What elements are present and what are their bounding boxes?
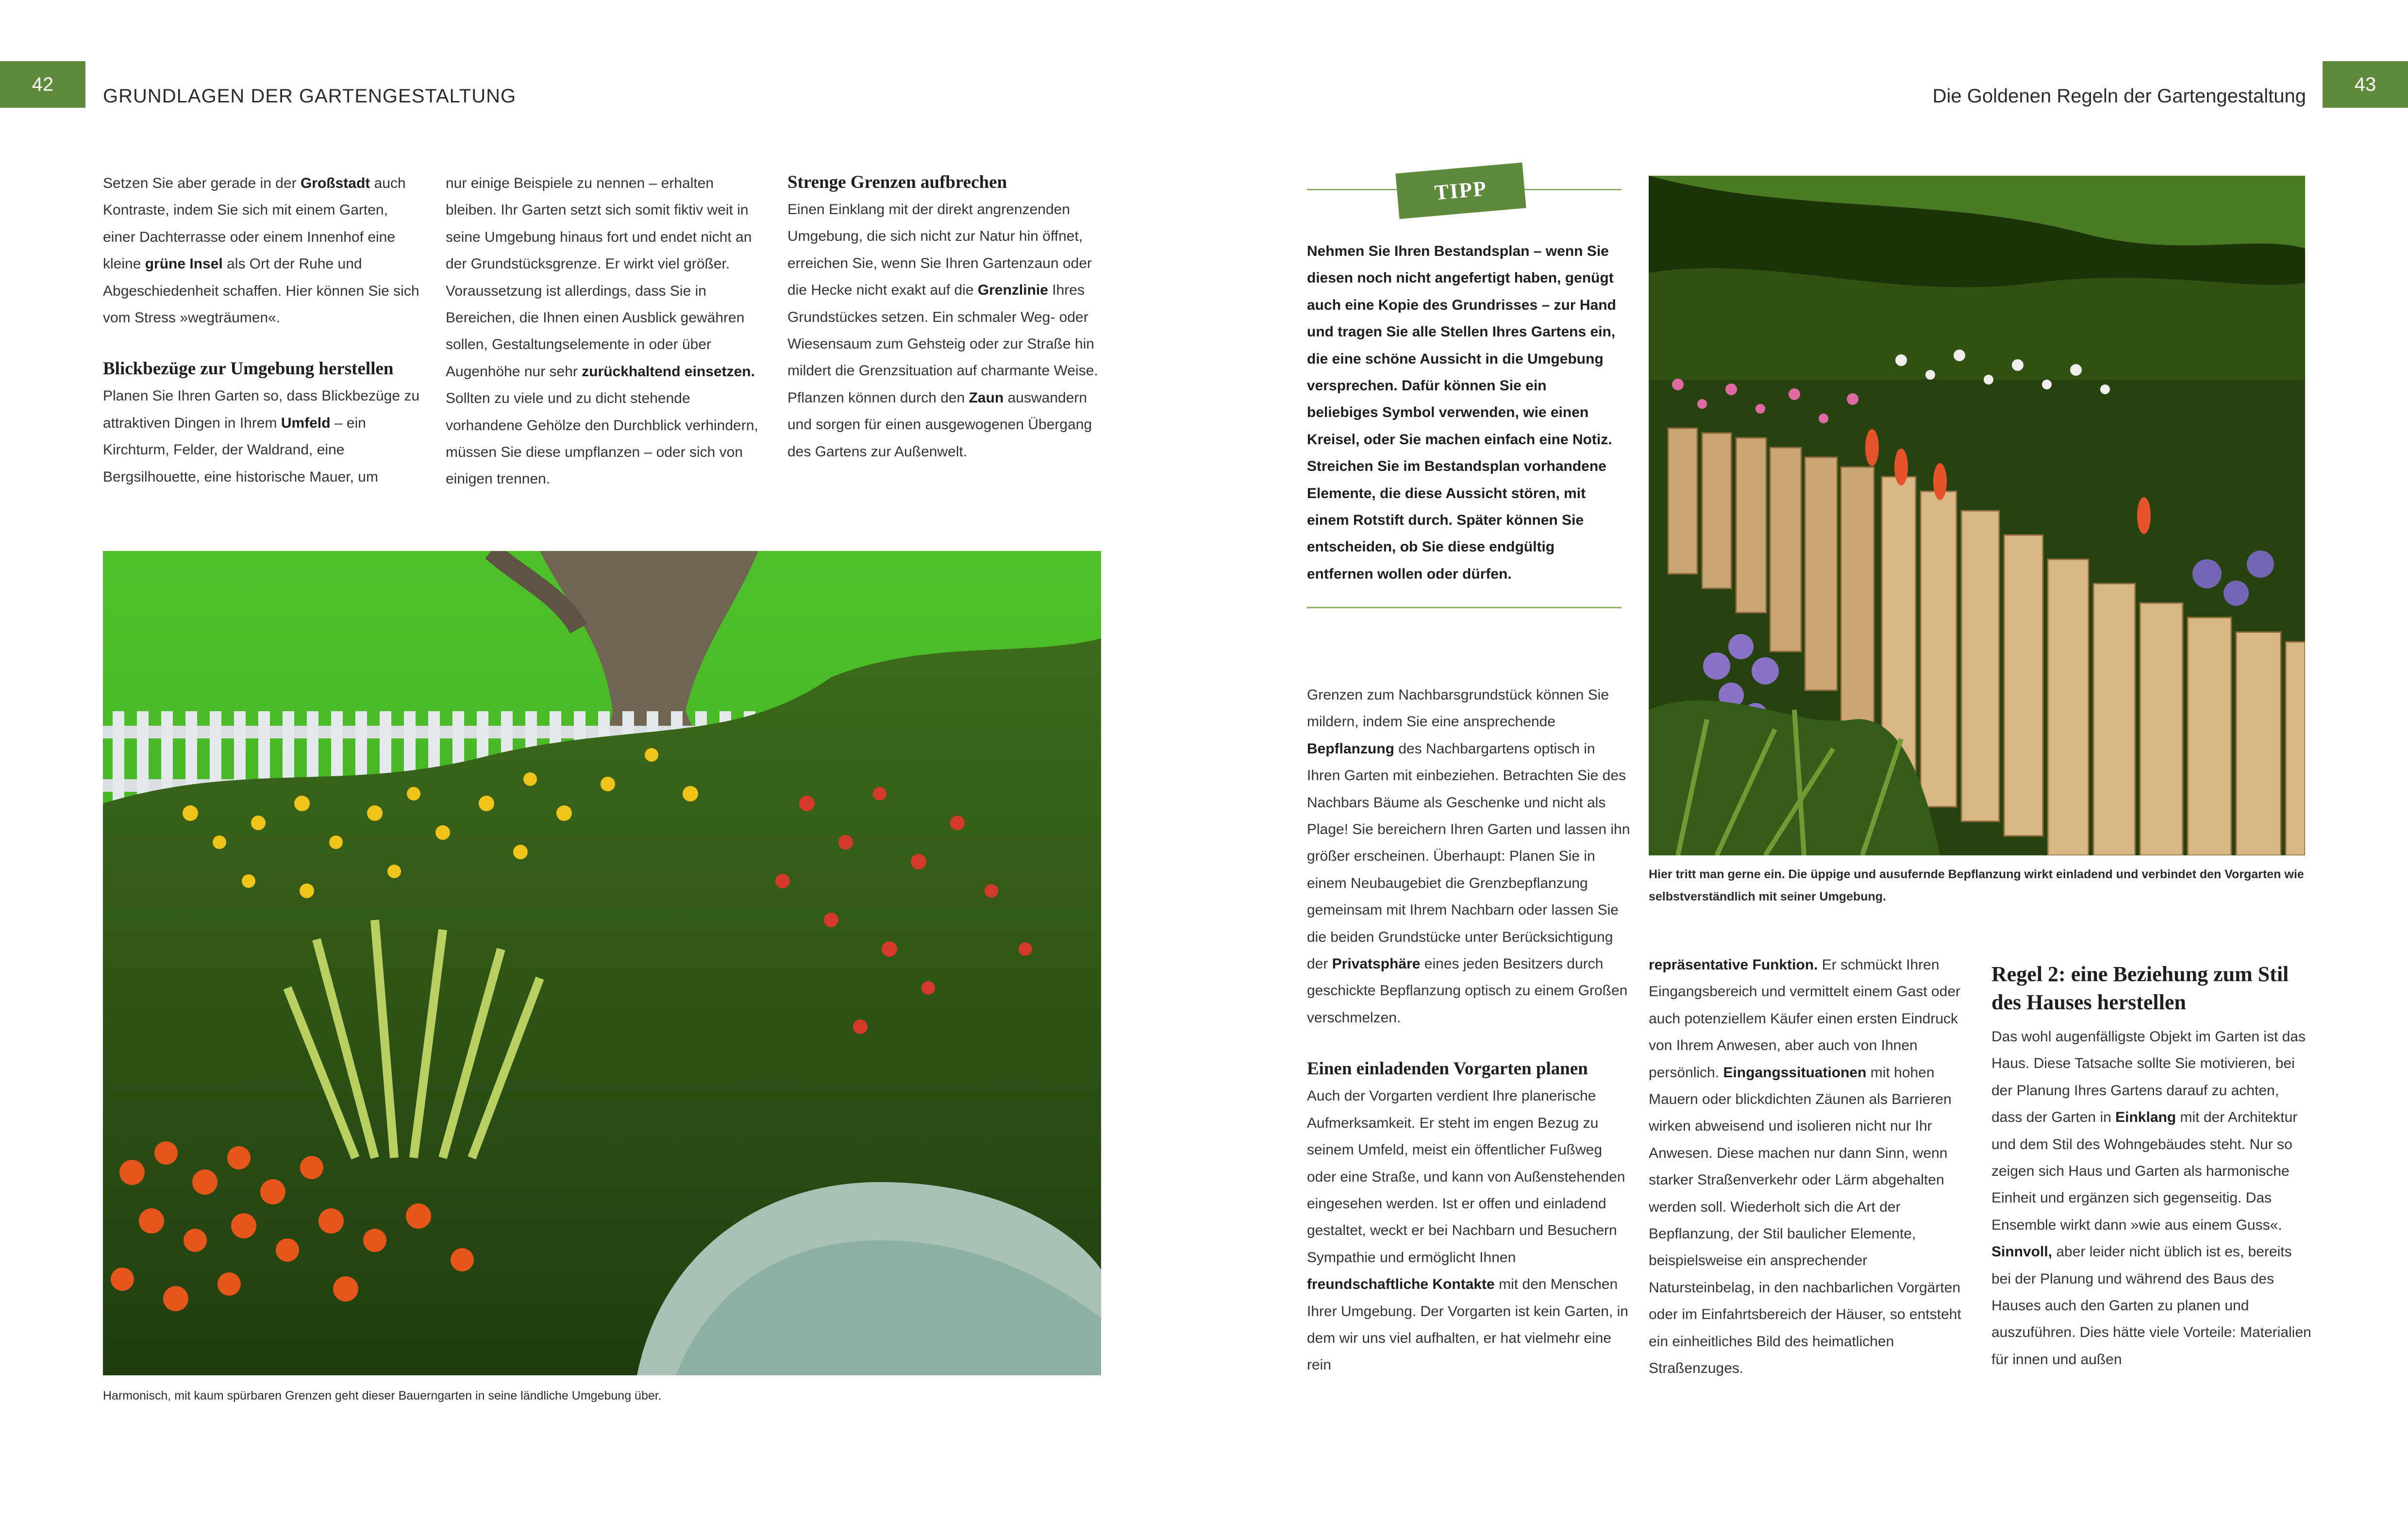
left-column-3 (787, 169, 1103, 465)
page-number-left: 42 (0, 61, 85, 108)
left-column-1 (103, 170, 423, 490)
tipp-rule-bottom (1307, 607, 1622, 608)
right-column-2 (1649, 951, 1969, 1382)
cottage-garden-photo (103, 551, 1101, 1375)
subheading: Strenge Grenzen aufbrechen (787, 172, 1007, 192)
paragraph: Einen Einklang mit der direkt angrenzenden Umgebung, die sich nicht zur Natur hin öffnet, erreichen Sie, wenn Sie Ihren Gartenzaun oder die Hecke nicht exakt auf die Grenzlinie Ihres Grundstückes setzen. Ein schmaler Weg- oder Wiesensaum zum Gehsteig oder zur Straße hin mildert die Grenzsituation auf charmante Weise. Pflanzen können durch den Zaun auswandern und sorgen für einen ausgewogenen Übergang des Gartens zur Außenwelt. (787, 201, 1098, 460)
front-garden-photo (1649, 176, 2305, 855)
subheading: Blickbezüge zur Umgebung herstellen (103, 359, 394, 379)
paragraph: Das wohl augenfälligste Objekt im Garten ist das Haus. Diese Tatsache sollte Sie motivieren, bei der Planung Ihres Gartens darauf zu achten, dass der Garten in Einklang mit der Architektur und dem Stil des Wohngebäudes steht. Nur so zeigen sich Haus und Garten als harmonische Einheit und ergänzen sich gegenseitig. Das Ensemble wirkt dann »wie aus einem Guss«. Sinnvoll, aber leider nicht üblich ist es, bereits bei der Planung und während des Baus des Hauses auch den Garten zu planen und auszuführen. Dies hätte viele Vorteile: Materialien für innen und außen (1991, 1029, 2311, 1368)
photo-caption-left: Harmonisch, mit kaum spürbaren Grenzen geht dieser Bauerngarten in seine ländliche Umgebung über. (103, 1389, 662, 1402)
paragraph: Grenzen zum Nachbarsgrundstück können Sie mildern, indem Sie eine ansprechende Bepflanzung des Nachbargartens optisch in Ihren Garten mit einbeziehen. Betrachten Sie des Nachbars Bäume als Geschenke und nicht als Plage! Sie bereichern Ihren Garten und lassen ihn größer erscheinen. Überhaupt: Planen Sie in einem Neubaugebiet die Grenzbepflanzung gemeinsam mit Ihrem Nachbarn oder lassen Sie die beiden Grundstücke unter Berücksichtigung der Privatsphäre eines jeden Besitzers durch geschickte Bepflanzung optisch zu einem Großen verschmelzen. (1307, 687, 1630, 1026)
paragraph: Setzen Sie aber gerade in der Großstadt auch Kontraste, indem Sie sich mit einem Garten, einer Dachterrasse oder einem Innenhof eine kleine grüne Insel als Ort der Ruhe und Abgeschiedenheit schaffen. Hier können Sie sich vom Stress »wegträumen«. (103, 175, 419, 326)
right-column-3 (1991, 960, 2312, 1373)
running-head-right: Die Goldenen Regeln der Gartengestaltung (1932, 85, 2306, 107)
paragraph: Auch der Vorgarten verdient Ihre planerische Aufmerksamkeit. Er steht im engen Bezug zu seinem Umfeld, meist ein öffentlicher Fußweg oder eine Straße, und kann von Außenstehenden eingesehen werden. Ist er offen und einladend gestaltet, weckt er bei Nachbarn und Besuchern Sympathie und ermöglicht Ihnen freundschaftliche Kontakte mit den Menschen Ihrer Umgebung. Der Vorgarten ist kein Garten, in dem wir uns viel aufhalten, er hat vielmehr eine rein (1307, 1088, 1628, 1373)
tipp-text: Nehmen Sie Ihren Bestandsplan – wenn Sie diesen noch nicht angefertigt haben, genügt auch eine Kopie des Grundrisses – zur Hand und tragen Sie alle Stellen Ihres Gartens ein, die eine schöne Aussicht in die Umgebung versprechen. Dafür können Sie ein beliebiges Symbol verwenden, wie einen Kreisel, oder Sie machen einfach eine Notiz. Streichen Sie im Bestandsplan vorhandene Elemente, die diese Aussicht stören, mit einem Rotstift durch. Später können Sie entscheiden, ob Sie diese endgültig entfernen wollen oder dürfen. (1307, 243, 1616, 582)
cottage-garden-illustration (103, 551, 1101, 1375)
subheading: Regel 2: eine Beziehung zum Stil des Hauses herstellen (1991, 962, 2289, 1014)
paragraph: repräsentative Funktion. Er schmückt Ihren Eingangsbereich und vermittelt einem Gast oder auch potenziellem Käufer einen ersten Eindruck von Ihrem Anwesen, aber auch von Ihnen persönlich. Eingangssituationen mit hohen Mauern oder blickdichten Zäunen als Barrieren wirken abweisend und isolieren nicht nur Ihr Anwesen. Diese machen nur dann Sinn, wenn starker Straßenverkehr oder Lärm abgehalten werden soll. Wiederholt sich die Art der Bepflanzung, der Stil baulicher Elemente, beispielsweise ein ansprechender Natursteinbelag, in den nachbarlichen Vorgärten oder im Einfahrtsbereich der Häuser, so entsteht ein einheitliches Bild des heimatlichen Straßenzuges. (1649, 957, 1961, 1377)
running-head-left: GRUNDLAGEN DER GARTENGESTALTUNG (103, 85, 517, 107)
page-number-right: 43 (2323, 61, 2408, 108)
photo-caption-right: Hier tritt man gerne ein. Die üppige und ausufernde Bepflanzung wirkt einladend und verbindet den Vorgarten wie selbstverständlich mit seiner Umgebung. (1649, 868, 2304, 903)
tipp-badge: TIPP (1395, 163, 1526, 219)
paragraph: Planen Sie Ihren Garten so, dass Blickbezüge zu attraktiven Dingen in Ihrem Umfeld – ein Kirchturm, Felder, der Waldrand, eine Bergsilhouette, eine historische Mauer, um (103, 388, 420, 485)
subheading: Einen einladenden Vorgarten planen (1307, 1059, 1588, 1079)
left-column-2 (446, 170, 761, 493)
right-column-1 (1307, 682, 1632, 1379)
front-garden-illustration (1649, 176, 2305, 855)
paragraph: nur einige Beispiele zu nennen – erhalten bleiben. Ihr Garten setzt sich somit fiktiv weit in seine Umgebung hinaus fort und endet nicht an der Grundstücksgrenze. Er wirkt viel größer. Voraussetzung ist allerdings, dass Sie in Bereichen, die Ihnen einen Ausblick gewähren sollen, Gestaltungselemente in oder über Augenhöhe nur sehr zurückhaltend einsetzen. Sollten zu viele und zu dicht stehende vorhandene Gehölze den Durchblick verhindern, müssen Sie diese umpflanzen – oder sich von einigen trennen. (446, 175, 758, 487)
